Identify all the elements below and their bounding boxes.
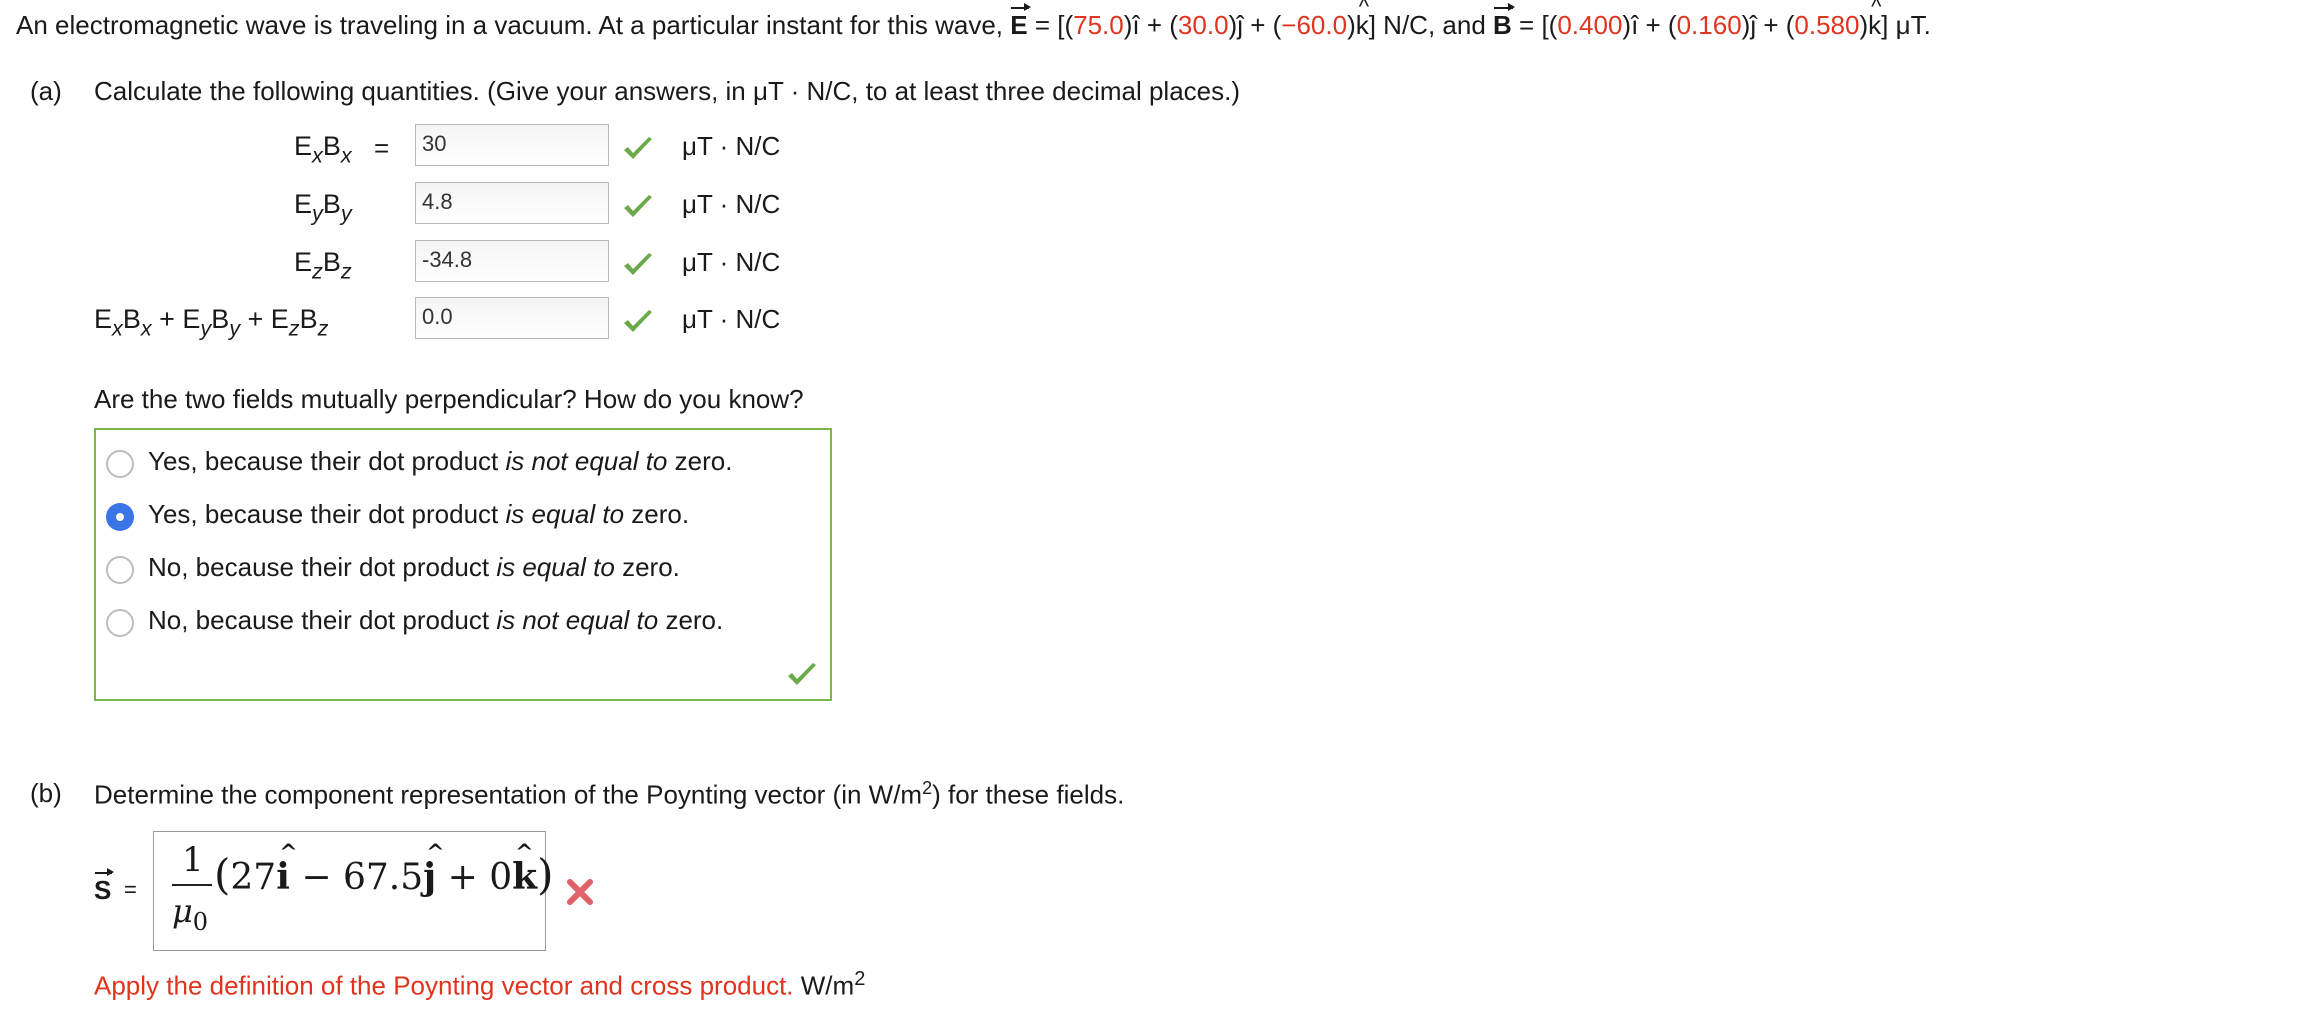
option-label[interactable] xyxy=(148,605,723,636)
fraction-denominator xyxy=(172,892,208,936)
e-i: )î + ( xyxy=(1123,10,1178,40)
eyby-input[interactable]: 4.8 xyxy=(415,182,609,224)
option-text: zero. xyxy=(658,605,724,635)
b-open: = [( xyxy=(1519,10,1558,40)
b-x-value: 0.400 xyxy=(1557,10,1623,40)
e-vector-symbol: E xyxy=(1010,10,1028,40)
option-radio-selected[interactable] xyxy=(106,503,134,531)
mu-subscript: 0 xyxy=(192,908,209,936)
part-b-instruction-text: ) for these fields. xyxy=(932,779,1125,810)
e-x-value: 75.0 xyxy=(1073,10,1124,40)
ezbz-unit: μT · N/C xyxy=(682,247,781,277)
option-emphasis: is equal to xyxy=(505,499,625,529)
option-text: No, because their dot product xyxy=(148,605,497,635)
dot-sum-label: $E_xB_x + E_yB_y + E_zB_z$ xyxy=(94,304,329,341)
b-close: ] μT. xyxy=(1881,10,1931,40)
part-b-instruction-sup: 2 xyxy=(922,778,933,798)
k-hat: ^ k xyxy=(512,856,537,898)
part-b-instruction xyxy=(94,778,1124,811)
option-emphasis: is not equal to xyxy=(496,605,659,635)
question-intro: An electromagnetic wave is traveling in a vacuum. At a particular instant for this wave, xyxy=(16,10,1004,40)
e-y-value: 30.0 xyxy=(1177,10,1229,40)
e-j: )ĵ + ( xyxy=(1228,10,1282,40)
paren-open: ( xyxy=(214,850,231,899)
check-icon xyxy=(622,309,654,335)
expr-plus: + 0 xyxy=(436,857,513,898)
b-k-pre: ) xyxy=(1859,10,1869,40)
i-hat: ^ i xyxy=(276,856,290,898)
option-emphasis: is not equal to xyxy=(505,446,668,476)
option-label[interactable] xyxy=(148,446,732,477)
part-b-label: (b) xyxy=(30,778,62,808)
option-radio[interactable] xyxy=(106,556,134,584)
eyby-label: $E_yB_y$ xyxy=(294,189,352,226)
exbx-unit: μT · N/C xyxy=(682,131,781,161)
check-icon xyxy=(622,136,654,162)
question-text xyxy=(16,10,1931,41)
expr-minus: − 67.5 xyxy=(289,857,424,898)
check-icon xyxy=(622,252,654,278)
part-a-instruction: Calculate the following quantities. (Give your answers, in μT · N/C, to at least three decimal places.) xyxy=(94,76,1241,106)
feedback-text: Apply the definition of the Poynting vector and cross product. xyxy=(94,970,794,1001)
check-icon xyxy=(786,662,818,688)
j-hat: ^ j xyxy=(423,856,436,898)
mu-symbol: μ xyxy=(172,892,193,930)
e-k-hat: ^ k xyxy=(1356,10,1369,41)
e-open: = [( xyxy=(1034,10,1074,40)
s-vector-symbol: S xyxy=(94,875,112,905)
dot-sum-input[interactable]: 0.0 xyxy=(415,297,609,339)
option-radio[interactable] xyxy=(106,609,134,637)
paren-close: ) xyxy=(537,850,554,899)
unit-text: W/m xyxy=(800,970,855,1001)
e-z-value: −60.0 xyxy=(1281,10,1348,40)
option-emphasis: is equal to xyxy=(496,552,615,582)
b-y-value: 0.160 xyxy=(1676,10,1742,40)
s-equals: = xyxy=(124,877,137,902)
check-icon xyxy=(622,194,654,220)
option-label[interactable] xyxy=(148,552,680,583)
exbx-equals: = xyxy=(374,133,390,163)
b-i: )î + ( xyxy=(1622,10,1677,40)
exbx-label: $E_xB_x$ xyxy=(294,131,352,168)
b-z-value: 0.580 xyxy=(1794,10,1860,40)
e-close: ] N/C, and xyxy=(1368,10,1486,40)
fraction-bar xyxy=(172,884,212,886)
option-radio[interactable] xyxy=(106,450,134,478)
option-label[interactable] xyxy=(148,499,689,530)
feedback-line xyxy=(94,968,865,1002)
dot-sum-unit: μT · N/C xyxy=(682,304,781,334)
e-k-pre: ) xyxy=(1347,10,1356,40)
part-a-label: (a) xyxy=(30,76,62,106)
perpendicular-question: Are the two fields mutually perpendicular? How do you know? xyxy=(94,384,804,414)
option-text: Yes, because their dot product xyxy=(148,499,506,529)
x-mark-icon xyxy=(566,878,594,906)
option-text: zero. xyxy=(667,446,733,476)
exbx-input[interactable]: 30 xyxy=(415,124,609,166)
option-text: No, because their dot product xyxy=(148,552,497,582)
option-text: zero. xyxy=(624,499,690,529)
fraction-numerator: 1 xyxy=(182,840,204,880)
ezbz-label: $E_zB_z$ xyxy=(294,247,352,284)
option-text: Yes, because their dot product xyxy=(148,446,506,476)
option-text: zero. xyxy=(614,552,680,582)
expr-a: 27 xyxy=(230,857,277,898)
part-b-instruction-text: Determine the component representation of the Poynting vector (in W/m xyxy=(94,779,923,810)
ezbz-input[interactable]: -34.8 xyxy=(415,240,609,282)
b-vector-symbol: B xyxy=(1493,10,1512,40)
unit-sup: 2 xyxy=(854,968,866,990)
eyby-unit: μT · N/C xyxy=(682,189,781,219)
b-k-hat: ^ k xyxy=(1868,10,1881,41)
b-j: )ĵ + ( xyxy=(1741,10,1795,40)
poynting-expression xyxy=(214,850,553,899)
